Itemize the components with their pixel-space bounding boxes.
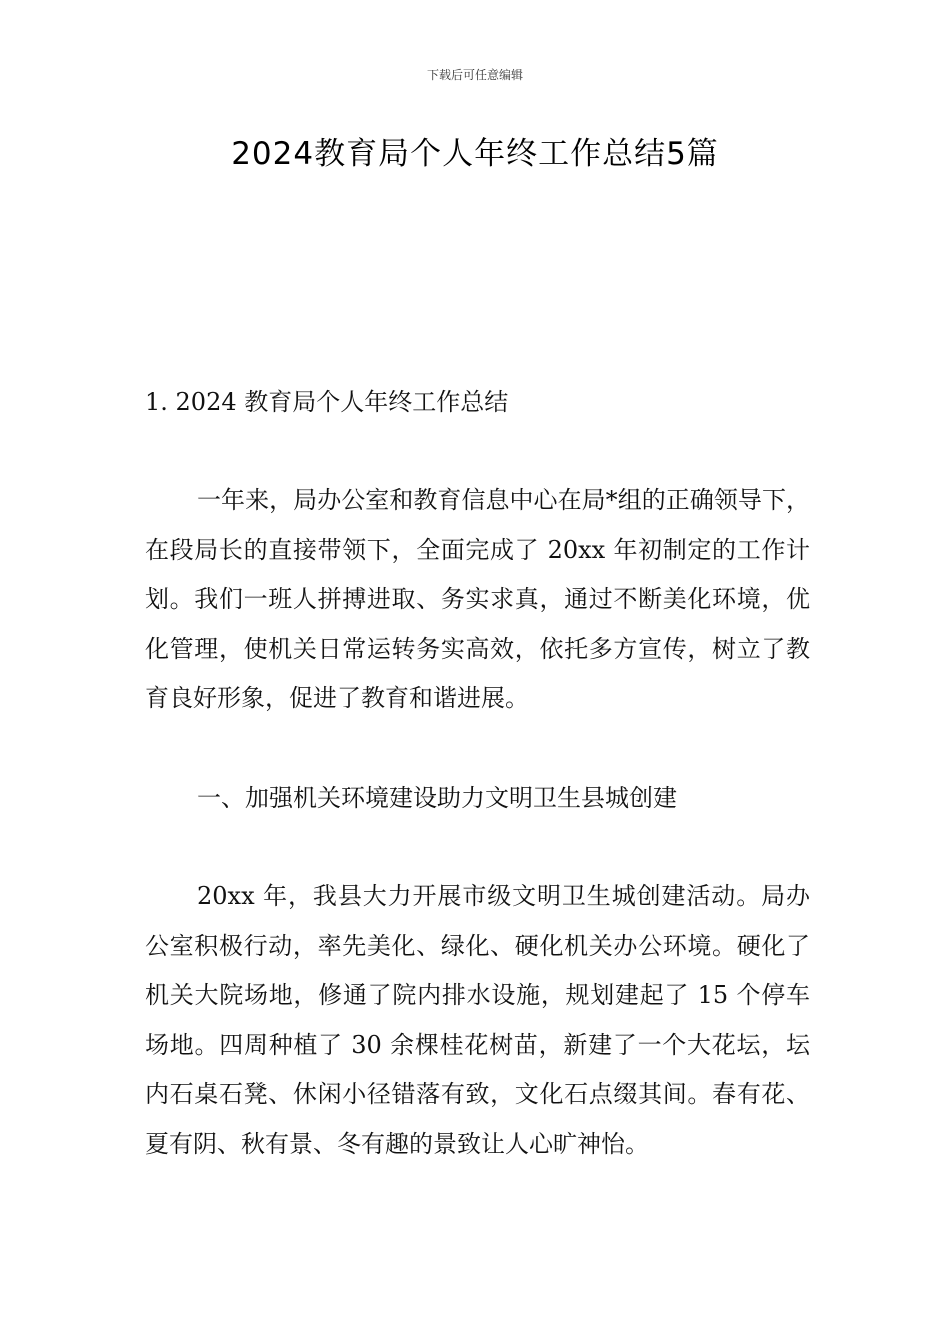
paragraph-intro: 一年来，局办公室和教育信息中心在局*组的正确领导下，在段局长的直接带领下，全面完成了 20xx 年初制定的工作计划。我们一班人拼搏进取、务实求真，通过不断美化环境，优化管理，使机关日常运转务实高效，依托多方宣传，树立了教育良好形象，促进了教育和谐进展。 (145, 486, 810, 712)
header-note: 下载后可任意编辑 (426, 68, 523, 82)
paragraph-environment: 20xx 年，我县大力开展市级文明卫生城创建活动。局办公室积极行动，率先美化、绿化、硬化机关办公环境。硬化了机关大院场地，修通了院内排水设施，规划建起了 15 个停车场地。四周种植了 30 余棵桂花树苗，新建了一个大花坛，坛内石桌石凳、休闲小径错落有致，文化石点缀其间。春有花、夏有阴、秋有景、冬有趣的景致让人心旷神怡。 (145, 882, 810, 1158)
document-title: 2024教育局个人年终工作总结5篇 (231, 136, 719, 172)
sub-heading-environment: 一、加强机关环境建设助力文明卫生县城创建 (197, 784, 677, 812)
section-heading: 1. 2024 教育局个人年终工作总结 (145, 388, 509, 416)
